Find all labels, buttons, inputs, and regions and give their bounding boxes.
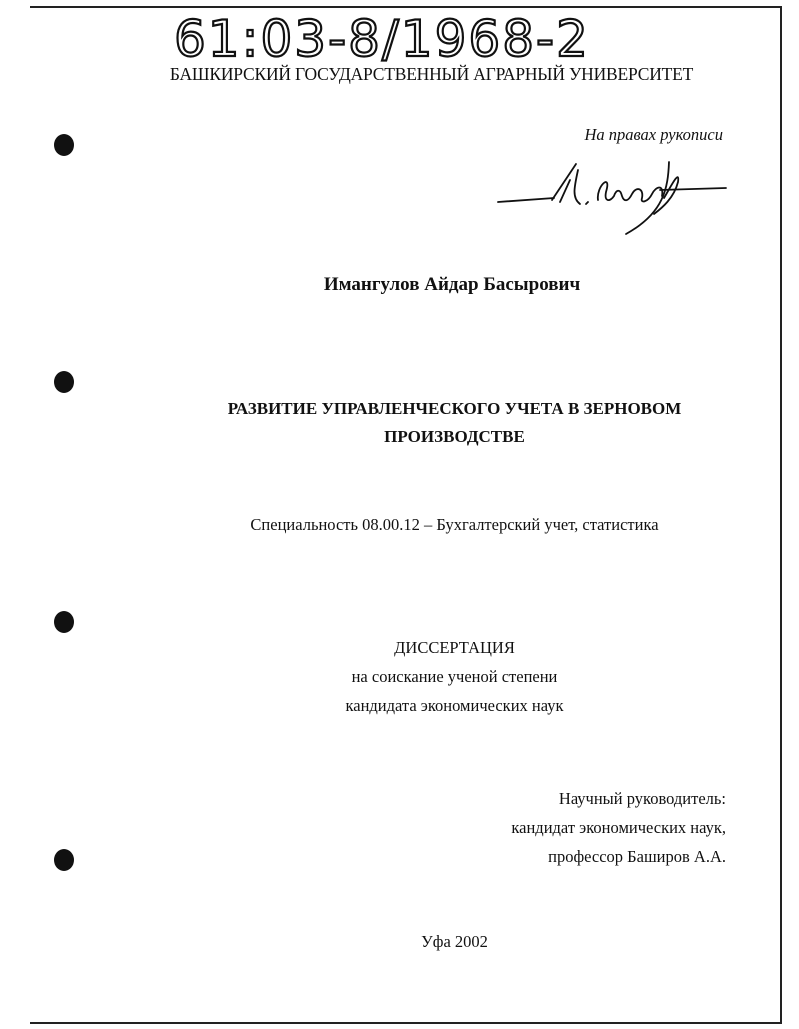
dissertation-label: ДИССЕРТАЦИЯ bbox=[394, 638, 515, 657]
title-line: ПРОИЗВОДСТВЕ bbox=[384, 427, 525, 446]
title-line: РАЗВИТИЕ УПРАВЛЕНЧЕСКОГО УЧЕТА В ЗЕРНОВОМ bbox=[227, 399, 682, 418]
advisor-degree: кандидат экономических наук, bbox=[511, 818, 726, 837]
degree-line: на соискание ученой степени bbox=[351, 667, 558, 686]
specialty-line: Специальность 08.00.12 – Бухгалтерский учет, статистика bbox=[250, 515, 659, 534]
punch-hole bbox=[54, 134, 74, 156]
university-name: БАШКИРСКИЙ ГОСУДАРСТВЕННЫЙ АГРАРНЫЙ УНИВЕРСИТЕТ bbox=[169, 64, 694, 84]
author-signature bbox=[494, 158, 729, 238]
rights-note: На правах рукописи bbox=[584, 125, 723, 144]
punch-hole bbox=[54, 371, 74, 393]
scan-edge-bottom bbox=[30, 1022, 782, 1024]
punch-hole bbox=[54, 611, 74, 633]
dissertation-title bbox=[0, 395, 799, 451]
degree-line: кандидата экономических наук bbox=[345, 696, 564, 715]
advisor-block bbox=[511, 784, 726, 871]
advisor-name: профессор Баширов А.А. bbox=[548, 847, 726, 866]
place-year: Уфа 2002 bbox=[421, 932, 488, 951]
handwritten-archive-number-text: 61:03-8/1968-2 bbox=[174, 10, 590, 68]
handwritten-archive-number bbox=[170, 2, 660, 68]
advisor-label: Научный руководитель: bbox=[558, 789, 726, 808]
dissertation-block bbox=[0, 633, 799, 720]
author-name: Имангулов Айдар Басырович bbox=[323, 274, 581, 295]
punch-hole bbox=[54, 849, 74, 871]
